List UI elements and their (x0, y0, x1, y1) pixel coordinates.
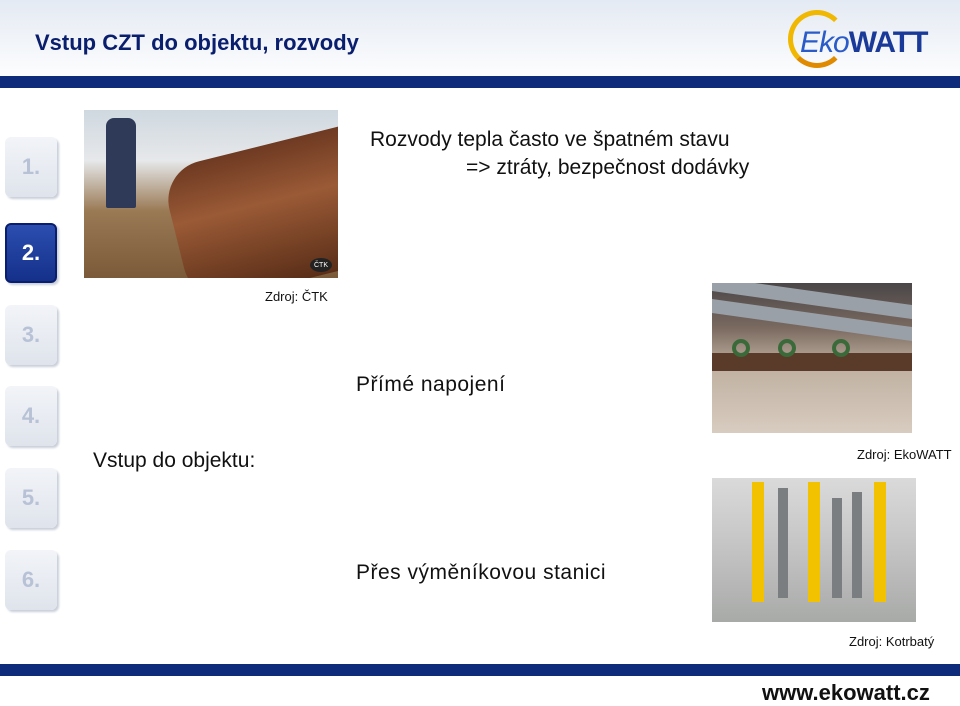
footer-divider-bar (0, 664, 960, 676)
valve-icon (778, 339, 796, 357)
source-kotrbaty: Zdroj: Kotrbatý (849, 634, 935, 649)
headline-line-1: Rozvody tepla často ve špatném stavu (370, 128, 730, 151)
header-divider-bar (0, 76, 960, 88)
source-ekowatt: Zdroj: EkoWATT (857, 447, 952, 462)
exchanger-station-label: Přes výměníkovou stanici (356, 561, 607, 584)
slide-header (0, 0, 960, 84)
footer-url: www.ekowatt.cz (762, 680, 930, 705)
direct-connection-label: Přímé napojení (356, 373, 506, 396)
valve-icon (732, 339, 750, 357)
nav-item-2[interactable]: 2. (5, 223, 57, 283)
nav-item-1[interactable]: 1. (5, 137, 57, 197)
nav-item-3[interactable]: 3. (5, 305, 57, 365)
building-entry-label: Vstup do objektu: (93, 449, 256, 472)
photo-old-pipeline (84, 110, 338, 278)
photo-direct-connection (712, 283, 912, 433)
person-graphic (106, 118, 136, 208)
logo-watt-text: WATT (848, 26, 928, 59)
ctk-watermark: ČTK (310, 258, 332, 272)
ekowatt-logo (784, 6, 950, 74)
pipe-graphic (160, 125, 338, 278)
nav-item-4[interactable]: 4. (5, 386, 57, 446)
valve-icon (832, 339, 850, 357)
nav-item-6[interactable]: 6. (5, 550, 57, 610)
source-ctk: Zdroj: ČTK (265, 289, 328, 304)
logo-eko-text: Eko (800, 26, 849, 59)
headline-line-2: => ztráty, bezpečnost dodávky (466, 156, 750, 179)
slide-title: Vstup CZT do objektu, rozvody (35, 30, 359, 55)
photo-exchanger-station (712, 478, 916, 622)
nav-item-5[interactable]: 5. (5, 468, 57, 528)
